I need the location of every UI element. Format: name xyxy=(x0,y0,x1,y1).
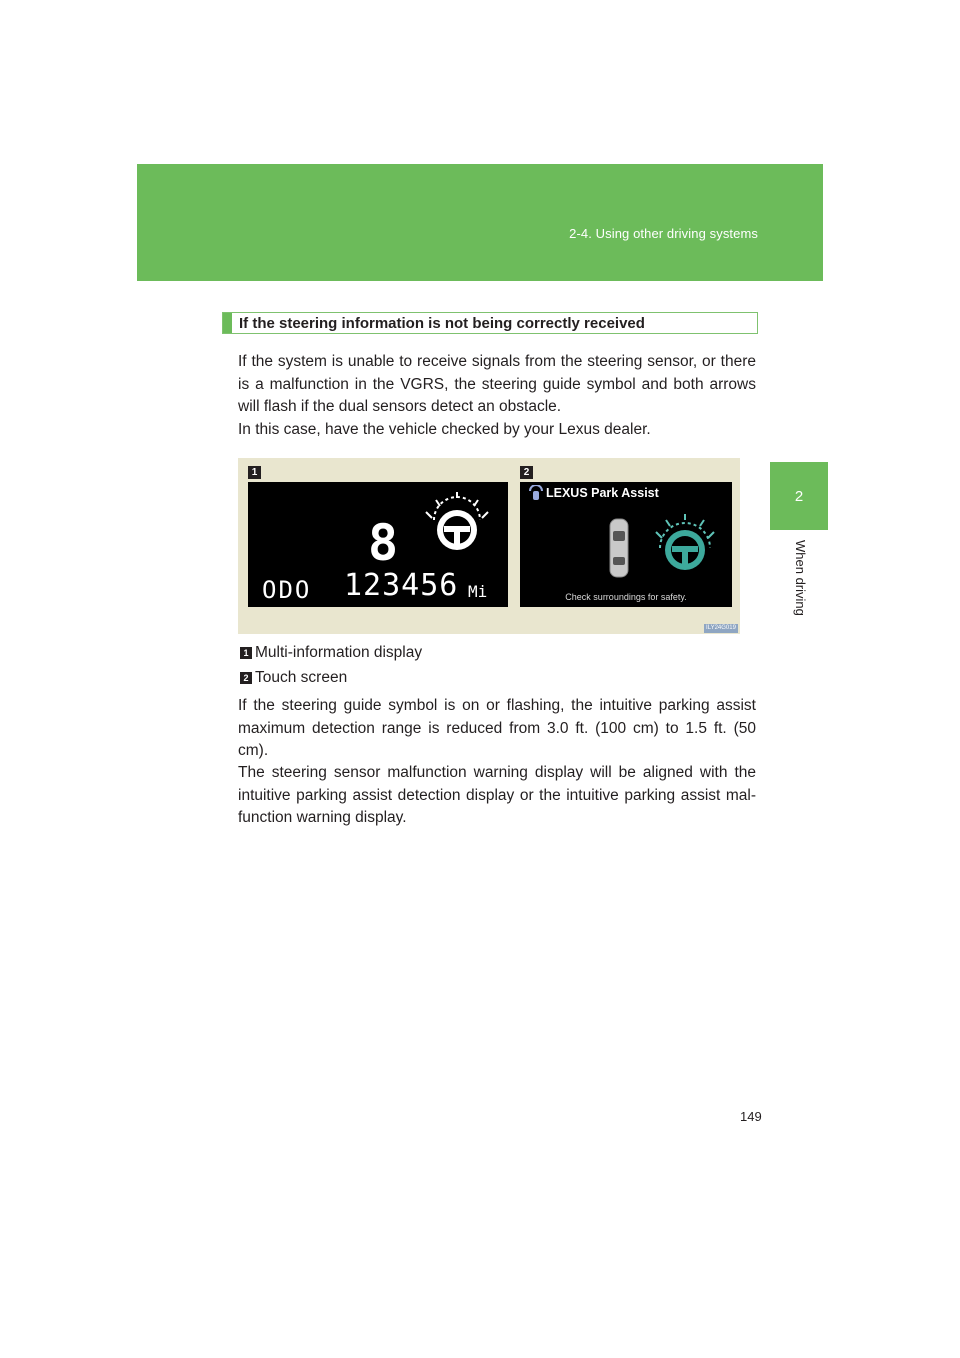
paragraph-detection-range: If the steering guide symbol is on or flashing, the intuitive parking assist maximum detection range is reduced from 3.0 ft. (100 cm) to 1.5 ft. (50 cm). xyxy=(238,697,756,759)
chapter-number: 2 xyxy=(794,487,804,505)
legend-number: 1 xyxy=(240,647,252,659)
touch-screen-title: LEXUS Park Assist xyxy=(546,486,659,500)
park-assist-icon xyxy=(528,485,544,501)
paragraph-dealer: In this case, have the vehicle checked by your Lexus dealer. xyxy=(238,421,651,438)
steering-guide-icon xyxy=(420,490,494,556)
gear-indicator: 8 xyxy=(368,514,399,572)
odometer-label: ODO xyxy=(262,576,312,604)
page-number: 149 xyxy=(740,1109,762,1124)
heading-marker xyxy=(223,313,232,333)
header-band xyxy=(137,164,823,281)
legend-number: 2 xyxy=(240,672,252,684)
multi-information-display xyxy=(248,482,508,607)
heading-text: If the steering information is not being correctly received xyxy=(239,314,645,332)
legend-item xyxy=(240,644,422,662)
paragraph-warning-display: The steering sensor malfunction warning display will be aligned with the intuitive parking assist detection display or the intuitive parking assist mal-function warning display. xyxy=(238,764,756,826)
figure-displays xyxy=(238,458,740,634)
legend-label: Touch screen xyxy=(255,669,348,686)
section-title: 2-4. Using other driving systems xyxy=(569,226,758,241)
odometer-value: 123456 xyxy=(344,568,459,603)
figure-badge-1: 1 xyxy=(248,466,261,479)
chapter-tab[interactable] xyxy=(770,462,828,530)
legend-label: Multi-information display xyxy=(255,644,423,661)
steering-guide-icon-touch xyxy=(652,514,718,578)
touch-screen xyxy=(520,482,732,607)
paragraph-intro: If the system is unable to receive signals from the steering sensor, or there is a malfunction in the VGRS, the steering guide symbol and both arrows will flash if the dual sensors detect an obstacle. xyxy=(238,353,756,415)
figure-badge-2: 2 xyxy=(520,466,533,479)
legend-item xyxy=(240,669,347,687)
vehicle-icon xyxy=(608,517,630,579)
odometer-unit: Mi xyxy=(468,582,488,601)
safety-message: Check surroundings for safety. xyxy=(565,592,687,602)
chapter-label: When driving xyxy=(793,540,808,616)
section-heading xyxy=(222,312,758,334)
figure-code: ILY24G019 xyxy=(704,624,738,633)
